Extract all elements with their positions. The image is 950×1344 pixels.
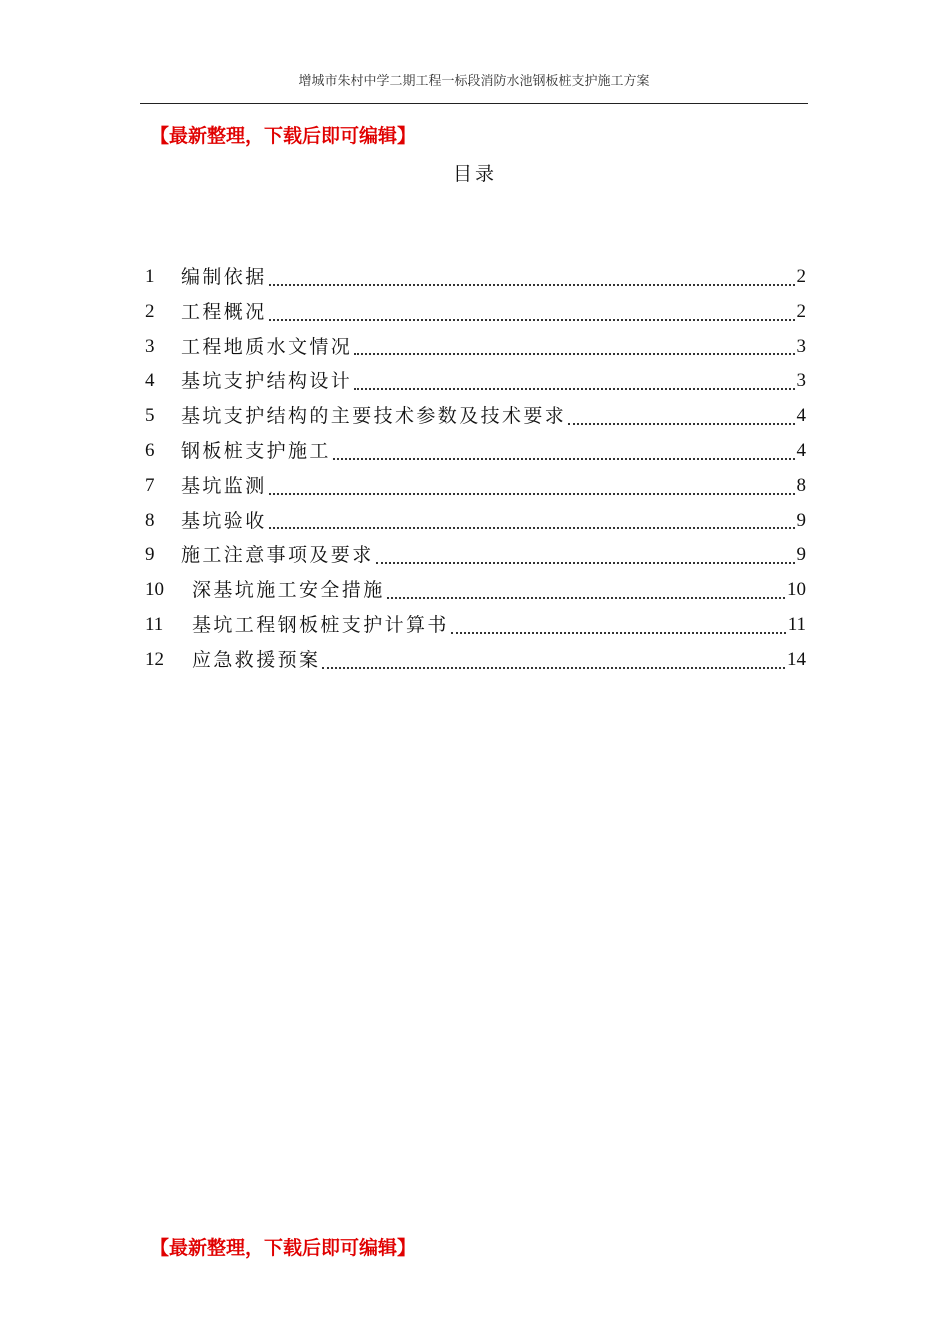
toc-leader-dots: [333, 458, 795, 460]
toc-entry-title: 工程地质水文情况: [181, 335, 353, 358]
toc-entry-number: 11: [145, 613, 164, 635]
toc-entry-page: 3: [796, 370, 806, 392]
toc-entry-title: 基坑监测: [181, 474, 267, 497]
toc-entry-page: 2: [796, 266, 806, 287]
toc-entry-number: 5: [145, 405, 155, 427]
toc-entry[interactable]: [145, 260, 806, 295]
toc-entry-title: 工程概况: [181, 300, 267, 323]
bottom-banner: 【最新整理，下载后即可编辑】: [150, 1237, 417, 1259]
toc-leader-dots: [269, 319, 795, 321]
toc-leader-dots: [354, 353, 794, 355]
toc-leader-dots: [568, 423, 794, 425]
toc-entry-page: 9: [796, 544, 806, 566]
toc-entry[interactable]: [145, 364, 806, 399]
toc-entry-title: 基坑工程钢板桩支护计算书: [192, 613, 449, 636]
toc-leader-dots: [451, 632, 786, 634]
toc-entry-page: 2: [796, 300, 806, 322]
toc-entry[interactable]: [145, 573, 806, 608]
toc-entry[interactable]: [145, 608, 806, 643]
table-of-contents: [145, 260, 806, 678]
toc-leader-dots: [322, 667, 785, 669]
toc-entry-page: 11: [787, 613, 806, 635]
running-header: 增城市朱村中学二期工程一标段消防水池钢板桩支护施工方案: [298, 74, 650, 89]
toc-entry-title: 应急救援预案: [192, 648, 321, 671]
toc-leader-dots: [376, 562, 795, 564]
toc-entry-title: 深基坑施工安全措施: [192, 579, 385, 602]
toc-entry-page: 4: [796, 405, 806, 427]
toc-entry[interactable]: [145, 295, 806, 330]
toc-entry-page: 4: [796, 439, 806, 461]
toc-entry-title: 基坑验收: [181, 509, 267, 532]
toc-entry-number: 2: [145, 300, 155, 322]
toc-entry-page: 9: [796, 509, 806, 531]
toc-entry[interactable]: [145, 434, 806, 469]
toc-entry-page: 8: [796, 474, 806, 496]
toc-entry-number: 12: [145, 648, 164, 670]
toc-entry-page: 3: [796, 335, 806, 357]
toc-entry-title: 基坑支护结构的主要技术参数及技术要求: [181, 405, 567, 428]
toc-entry-number: 3: [145, 335, 155, 357]
toc-entry[interactable]: [145, 399, 806, 434]
toc-entry[interactable]: [145, 330, 806, 365]
toc-entry-title: 施工注意事项及要求: [181, 544, 374, 567]
toc-leader-dots: [269, 527, 795, 529]
toc-heading: 目录: [452, 163, 497, 185]
toc-entry-number: 9: [145, 544, 155, 566]
toc-leader-dots: [354, 388, 794, 390]
toc-entry-number: 4: [145, 370, 155, 392]
toc-entry[interactable]: [145, 504, 806, 539]
toc-entry-title: 基坑支护结构设计: [181, 370, 353, 393]
toc-entry[interactable]: [145, 469, 806, 504]
toc-entry-number: 8: [145, 509, 155, 531]
toc-entry-page: 10: [787, 579, 806, 601]
top-banner: 【最新整理，下载后即可编辑】: [150, 125, 417, 147]
toc-entry-title: 钢板桩支护施工: [181, 439, 331, 462]
header-rule: [140, 103, 808, 104]
toc-leader-dots: [269, 493, 795, 495]
toc-entry-number: 1: [145, 266, 155, 287]
toc-entry-number: 10: [145, 579, 164, 601]
toc-leader-dots: [269, 284, 795, 286]
toc-entry-number: 6: [145, 439, 155, 461]
toc-entry[interactable]: [145, 538, 806, 573]
toc-entry-number: 7: [145, 474, 155, 496]
toc-entry-page: 14: [787, 648, 806, 670]
toc-entry-title: 编制依据: [181, 266, 267, 288]
toc-leader-dots: [387, 597, 785, 599]
toc-entry[interactable]: [145, 643, 806, 678]
